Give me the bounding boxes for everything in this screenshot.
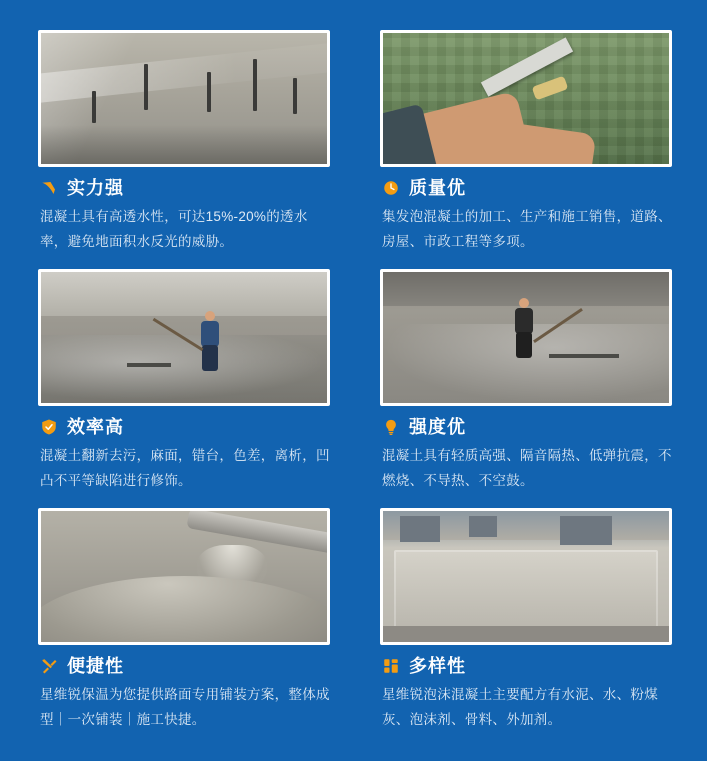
feature-image-4	[380, 269, 672, 406]
feature-image-1	[38, 30, 330, 167]
feature-desc-4: 混凝土具有轻质高强、隔音隔热、低弹抗震，不燃烧、不导热、不空鼓。	[382, 447, 672, 488]
feature-title-row-6	[382, 657, 672, 675]
swoosh-icon	[40, 179, 58, 197]
feature-desc-6: 星维锐泡沫混凝土主要配方有水泥、水、粉煤灰、泡沫剂、骨料、外加剂。	[382, 686, 658, 727]
feature-image-6	[380, 508, 672, 645]
feature-grid	[38, 30, 672, 733]
clock-icon	[382, 179, 400, 197]
feature-title-2: 质量优	[409, 178, 466, 198]
feature-title-4: 强度优	[409, 416, 466, 437]
feature-title-row-1	[40, 179, 330, 197]
feature-card-6	[380, 508, 672, 733]
grid-blocks-icon	[382, 657, 400, 675]
lightbulb-icon	[382, 418, 400, 436]
feature-card-4	[380, 269, 672, 494]
feature-title-row-4	[382, 418, 672, 436]
feature-title-6: 多样性	[409, 655, 466, 676]
feature-desc-1: 混凝土具有高透水性，可达15%-20%的透水率，避免地面积水反光的威胁。	[40, 209, 308, 249]
feature-title-row-2	[382, 179, 672, 197]
feature-title-5: 便捷性	[67, 655, 124, 676]
feature-desc-2: 集发泡混凝土的加工、生产和施工销售，道路、房屋、市政工程等多项。	[382, 209, 672, 249]
feature-desc-3: 混凝土翻新去污，麻面，错台，色差，离析，凹凸不平等缺陷进行修饰。	[40, 447, 330, 488]
feature-card-3	[38, 269, 330, 494]
feature-title-1: 实力强	[67, 178, 124, 198]
feature-desc-5: 星维锐保温为您提供路面专用铺装方案，整体成型｜一次铺装｜施工快捷。	[40, 686, 330, 727]
shield-icon	[40, 418, 58, 436]
tools-icon	[40, 657, 58, 675]
feature-image-3	[38, 269, 330, 406]
feature-card-2	[380, 30, 672, 255]
feature-card-1	[38, 30, 330, 255]
feature-image-5	[38, 508, 330, 645]
feature-title-3: 效率高	[67, 416, 124, 437]
feature-image-2	[380, 30, 672, 167]
feature-title-row-5	[40, 657, 330, 675]
feature-card-5	[38, 508, 330, 733]
feature-title-row-3	[40, 418, 330, 436]
